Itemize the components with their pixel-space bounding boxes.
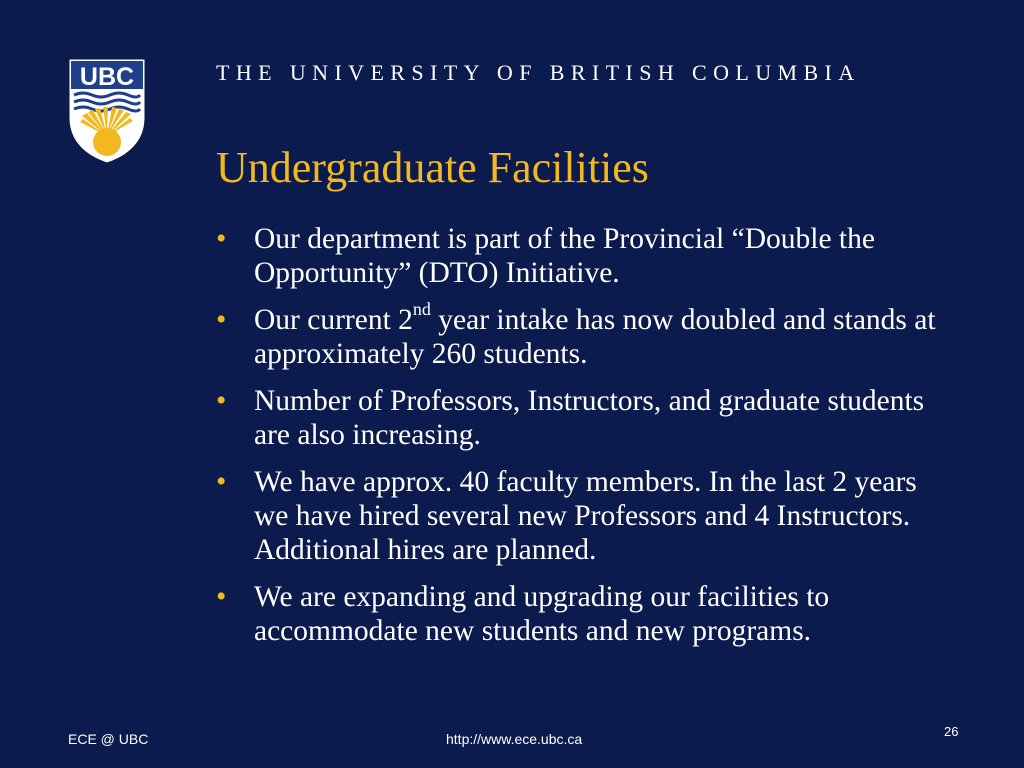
bullet-text: Number of Professors, Instructors, and graduate students are also increasing. xyxy=(254,385,925,451)
bullet-icon: • xyxy=(216,223,227,255)
bullet-icon: • xyxy=(216,581,227,613)
bullet-item xyxy=(216,222,946,290)
bullet-item xyxy=(216,580,946,648)
bullet-icon: • xyxy=(216,304,227,336)
slide-title: Undergraduate Facilities xyxy=(216,143,649,192)
university-name: THE UNIVERSITY OF BRITISH COLUMBIA xyxy=(216,60,861,85)
page-number: 26 xyxy=(944,724,959,739)
bullet-text: We are expanding and upgrading our facilities to accommodate new students and new programs. xyxy=(254,581,830,647)
bullet-list xyxy=(216,222,946,661)
footer-url: http://www.ece.ubc.ca xyxy=(446,731,583,747)
bullet-text-after: year intake has now doubled and stands at approximately 260 students. xyxy=(254,304,936,370)
bullet-item xyxy=(216,299,946,371)
bullet-text: Our department is part of the Provincial “Double the Opportunity” (DTO) Initiative. xyxy=(254,223,875,289)
bullet-text-before: Our current 2 xyxy=(254,304,413,336)
bullet-item xyxy=(216,465,946,567)
bullet-item xyxy=(216,384,946,452)
bullet-icon: • xyxy=(216,385,227,417)
footer-label: ECE @ UBC xyxy=(68,731,149,747)
logo-text: UBC xyxy=(79,63,135,91)
ubc-crest-icon xyxy=(68,58,146,164)
bullet-icon: • xyxy=(216,466,227,498)
bullet-text: We have approx. 40 faculty members. In the last 2 years we have hired several new Professors and 4 Instructors. Additional hires are planned. xyxy=(254,466,917,566)
bullet-superscript: nd xyxy=(412,299,431,320)
